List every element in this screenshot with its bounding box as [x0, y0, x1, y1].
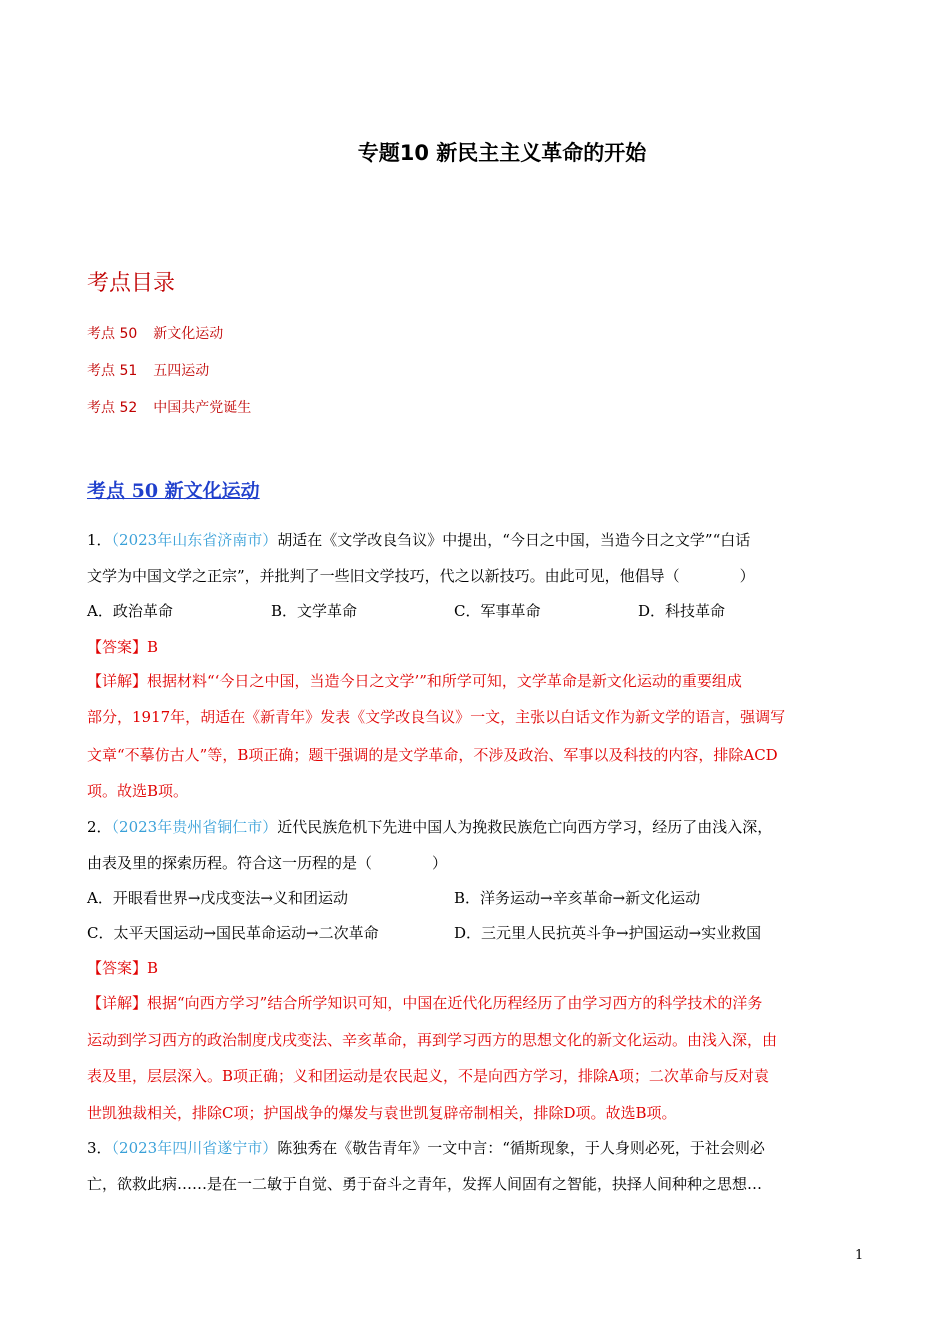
- explanation-line: 项。故选B项。: [87, 782, 189, 800]
- page-title: 专题10 新民主主义革命的开始: [357, 141, 647, 165]
- toc-item[interactable]: [87, 360, 209, 380]
- page-number: 1: [855, 1248, 864, 1263]
- question-2-options-row1: [87, 888, 887, 908]
- option-a: A．政治革命: [87, 602, 173, 620]
- answer: 【答案】B: [87, 638, 159, 656]
- question-3-stem-cont: 亡，欲救此病……是在一二敏于自觉、勇于奋斗之青年，发挥人间固有之智能，抉择人间种种之思想…: [87, 1175, 763, 1193]
- toc-item-num: 考点 52: [87, 400, 138, 416]
- question-1-stem: 1．（2023年山东省济南市）胡适在《文学改良刍议》中提出，“今日之中国，当造今日之文学”“白话: [87, 531, 751, 549]
- question-source: （2023年贵州省铜仁市）: [111, 818, 278, 836]
- explanation-line: 运动到学习西方的政治制度戊戌变法、辛亥革命，再到学习西方的思想文化的新文化运动。由浅入深，由: [87, 1031, 778, 1049]
- section-heading[interactable]: 考点 50 新文化运动: [87, 480, 260, 502]
- toc-item-num: 考点 50: [87, 326, 138, 342]
- option-b: B．文学革命: [271, 602, 358, 620]
- question-2-stem-cont: 由表及里的探索历程。符合这一历程的是（ ）: [87, 854, 448, 872]
- explanation-line: 世凯独裁相关，排除C项；护国战争的爆发与袁世凯复辟帝制相关，排除D项。故选B项。: [87, 1104, 677, 1122]
- option-d: D．科技革命: [638, 602, 726, 620]
- explanation-line: 文章“不摹仿古人”等，B项正确；题干强调的是文学革命，不涉及政治、军事以及科技的内容，排除ACD: [87, 746, 778, 764]
- toc-item-num: 考点 51: [87, 363, 138, 379]
- toc-item[interactable]: [87, 323, 223, 343]
- question-2-stem: 2．（2023年贵州省铜仁市）近代民族危机下先进中国人为挽救民族危亡向西方学习，经历了由浅入深，: [87, 818, 773, 836]
- option-a: A．开眼看世界→戊戌变法→义和团运动: [87, 889, 348, 907]
- question-source: （2023年四川省遂宁市）: [111, 1139, 278, 1157]
- toc-item-label: 五四运动: [153, 363, 210, 379]
- toc-item-label: 中国共产党诞生: [153, 400, 252, 416]
- explanation-line: 表及里，层层深入。B项正确；义和团运动是农民起义，不是向西方学习，排除A项；二次革命与反对袁: [87, 1067, 769, 1085]
- question-1-options: [87, 601, 887, 621]
- option-c: C．太平天国运动→国民革命运动→二次革命: [87, 924, 379, 942]
- explanation-line: 部分，1917年，胡适在《新青年》发表《文学改良刍议》一文，主张以白话文作为新文学的语言，强调写: [87, 708, 786, 726]
- option-b: B．洋务运动→辛亥革命→新文化运动: [454, 889, 701, 907]
- toc-heading: 考点目录: [87, 271, 176, 296]
- explanation-line: 【详解】根据“向西方学习”结合所学知识可知，中国在近代化历程经历了由学习西方的科学技术的洋务: [87, 994, 763, 1012]
- question-3-stem: 3．（2023年四川省遂宁市）陈独秀在《敬告青年》一文中言：“循斯现象，于人身则必死，于社会则必: [87, 1139, 765, 1157]
- question-2-options-row2: [87, 923, 887, 943]
- answer: 【答案】B: [87, 959, 159, 977]
- toc-item[interactable]: [87, 397, 251, 417]
- option-d: D．三元里人民抗英斗争→护国运动→实业救国: [454, 924, 762, 942]
- question-source: （2023年山东省济南市）: [111, 531, 278, 549]
- explanation-line: 【详解】根据材料“‘今日之中国，当造今日之文学’”和所学可知，文学革命是新文化运动的重要组成: [87, 672, 742, 690]
- question-1-stem-cont: 文学为中国文学之正宗”，并批判了一些旧文学技巧，代之以新技巧。由此可见，他倡导（ ）: [87, 567, 755, 585]
- option-c: C．军事革命: [454, 602, 541, 620]
- toc-item-label: 新文化运动: [153, 326, 224, 342]
